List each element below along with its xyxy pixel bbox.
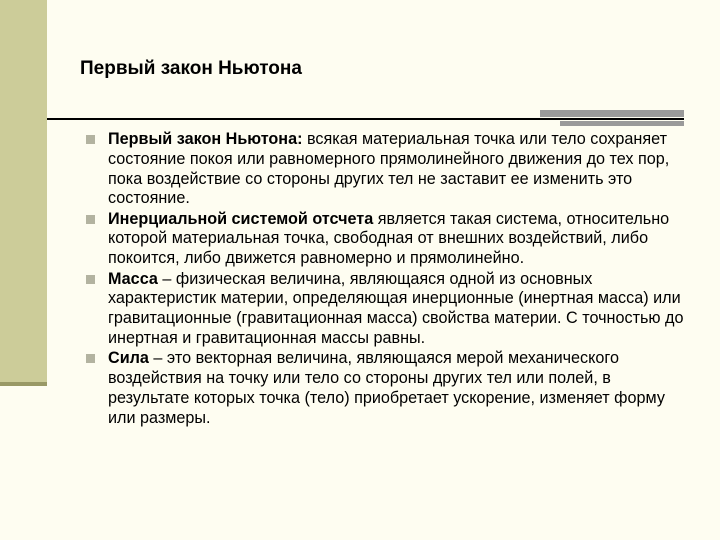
bullet-text: – это векторная величина, являющаяся мерой механического воздействия на точку или тело со стороны других тел или полей, в результате которых точка (тело) приобретает ускорение, изменяет форму или размеры.	[108, 349, 665, 427]
bullet-text: – физическая величина, являющаяся одной из основных характеристик материи, определяющая инерционные (инертная масса) или гравитационные (гравитационная масса) свойства материи. С точностью до инертная и гравитационная массы равны.	[108, 269, 684, 347]
bullet-item	[86, 349, 686, 428]
bullet-term: Сила	[108, 349, 149, 368]
bullet-text: всякая материальная точка или тело сохраняет состояние покоя или равномерного прямолинейного движения до тех пор, пока воздействие со стороны других тел не заставит ее изменить это состояние.	[108, 130, 670, 208]
bullet-list	[86, 130, 686, 429]
bullet-term: Масса	[108, 269, 158, 288]
title-rule-accent-lower	[560, 121, 684, 126]
side-decor-bar-edge	[0, 382, 47, 386]
title-rule-accent	[540, 110, 684, 117]
bullet-term: Инерциальной системой отсчета	[108, 209, 374, 228]
bullet-square-icon	[86, 354, 95, 363]
bullet-item	[86, 270, 686, 349]
bullet-square-icon	[86, 135, 95, 144]
bullet-term: Первый закон Ньютона:	[108, 130, 303, 148]
title-rule	[47, 118, 684, 120]
bullet-text: является такая система, относительно которой материальная точка, свободная от внешних воздействий, либо покоится, либо движется равномерно и прямолинейно.	[108, 209, 670, 268]
bullet-item	[86, 210, 686, 269]
side-decor-bar	[0, 0, 47, 382]
bullet-square-icon	[86, 215, 95, 224]
slide-title: Первый закон Ньютона	[80, 58, 302, 79]
bullet-item	[86, 130, 686, 209]
bullet-square-icon	[86, 275, 95, 284]
